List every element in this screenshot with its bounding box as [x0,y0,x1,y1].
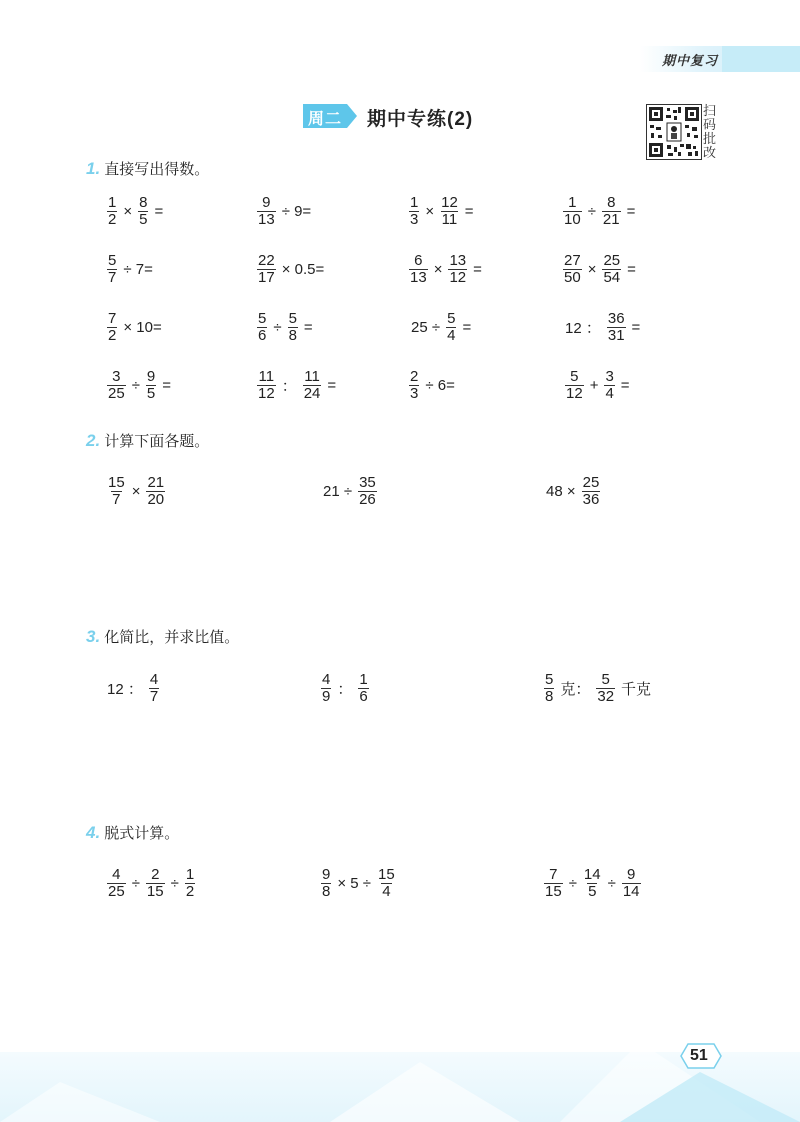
numerator: 22 [258,252,275,269]
denominator: 15 [545,883,562,900]
operator-text: = [327,377,337,394]
numerator: 1 [410,194,419,211]
numerator: 25 [582,474,600,491]
denominator: 32 [597,688,615,705]
denominator: 4 [382,883,391,900]
fraction [409,253,428,286]
fraction [602,253,621,286]
fraction [146,475,165,508]
numerator: 5 [258,310,267,327]
s1-problem [406,195,477,228]
fraction [409,369,419,402]
s1-problem [560,195,638,228]
fraction [563,253,582,286]
section-title: 脱式计算。 [104,825,180,842]
numerator: 1 [568,194,577,211]
s2-problem [543,475,603,508]
s4-problem [541,867,644,900]
fraction [563,195,582,228]
section-title: 计算下面各题。 [104,433,210,450]
operator-text: = [620,377,630,394]
operator-text: 12 ： [107,681,143,698]
numerator: 1 [185,866,195,883]
numerator: 5 [288,310,297,327]
numerator: 4 [149,671,159,688]
fraction [544,867,563,900]
fraction [107,867,126,900]
numerator: 5 [545,671,554,688]
fraction [146,369,156,402]
s1-problem [254,311,316,344]
denominator: 8 [545,688,554,705]
qr-code[interactable] [646,104,702,160]
numerator: 25 [603,252,621,269]
fraction [582,475,601,508]
week-badge-label: 周二 [308,111,343,128]
denominator: 54 [603,269,621,286]
denominator: 2 [185,883,195,900]
operator-text: ÷ 9= [281,203,312,220]
fraction [146,867,165,900]
numerator: 9 [627,866,636,883]
qr-caption-char: 扫 [703,103,717,118]
operator-text: ÷ [170,875,179,892]
numerator: 9 [146,368,156,385]
operator-text: ÷ [587,203,596,220]
denominator: 9 [322,688,331,705]
denominator: 26 [359,491,376,508]
operator-text: = [626,203,636,220]
numerator: 4 [112,866,121,883]
s1-problem [254,369,339,402]
operator-text: 48 × [546,483,576,500]
operator-text: ÷ [131,875,140,892]
fraction [448,253,467,286]
fraction [107,475,126,508]
operator-text: × [131,483,141,500]
denominator: 6 [258,327,267,344]
operator-text: × [123,203,133,220]
s3-problem [541,672,654,705]
header-band-accent [722,46,800,72]
fraction [257,195,276,228]
s1-problem [562,311,643,344]
fraction [138,195,148,228]
numerator: 8 [139,194,148,211]
numerator: 11 [304,368,320,385]
numerator: 9 [322,866,331,883]
denominator: 17 [258,269,275,286]
s2-problem [320,475,380,508]
operator-text: × 5 ÷ [337,875,372,892]
operator-text: = [473,261,482,278]
section-number: 4. [86,823,101,842]
operator-text: ÷ [607,875,616,892]
numerator: 1 [108,194,117,211]
operator-text: 12 ： [565,320,601,337]
denominator: 3 [410,385,419,402]
operator-text: × [425,203,435,220]
fraction [409,195,419,228]
denominator: 11 [441,211,458,228]
fraction [565,369,584,402]
denominator: 25 [108,883,125,900]
denominator: 4 [447,327,456,344]
operator-text: × [433,261,443,278]
denominator: 8 [322,883,331,900]
fraction [107,369,126,402]
operator-text: × [587,261,597,278]
operator-text: ： [337,681,353,698]
denominator: 6 [359,688,368,705]
operator-text: + [589,377,599,394]
section-4-heading [86,822,179,843]
denominator: 24 [303,385,321,402]
operator-text: = [162,377,172,394]
operator-text: ÷ [273,319,282,336]
denominator: 8 [288,327,297,344]
operator-text: = [464,203,474,220]
denominator: 13 [410,269,427,286]
s3-problem [104,672,162,705]
numerator: 15 [378,866,395,883]
numerator: 6 [414,252,423,269]
operator-text: = [462,319,472,336]
numerator: 14 [583,866,601,883]
section-number: 2. [86,431,101,450]
numerator: 9 [262,194,271,211]
fraction [446,311,456,344]
qr-caption [703,104,717,160]
fraction [321,672,331,705]
page-number: 51 [690,1047,708,1064]
s1-problem [104,195,166,228]
denominator: 2 [108,211,117,228]
qr-caption-char: 码 [703,117,717,132]
qr-caption-char: 批 [703,131,717,146]
page-title: 期中专练(2) [367,109,474,130]
section-title: 直接写出得数。 [104,161,210,178]
fraction [440,195,459,228]
operator-text: = [303,319,313,336]
numerator: 5 [570,368,579,385]
fraction [622,867,641,900]
s1-problem [406,369,458,402]
operator-text: 25 ÷ [411,319,441,336]
denominator: 5 [146,385,156,402]
denominator: 12 [566,385,583,402]
fraction [107,253,117,286]
numerator: 2 [410,368,419,385]
fraction [321,867,331,900]
numerator: 7 [108,310,117,327]
fraction [358,475,377,508]
denominator: 50 [564,269,581,286]
fraction [604,369,614,402]
fraction [257,253,276,286]
numerator: 35 [359,474,376,491]
s1-problem [254,195,314,228]
fraction [602,195,621,228]
fraction [107,311,117,344]
numerator: 5 [108,252,117,269]
s2-problem [104,475,168,508]
s1-problem [254,253,327,286]
numerator: 7 [549,866,558,883]
denominator: 5 [139,211,148,228]
qr-caption-char: 改 [703,145,717,160]
operator-text: = [154,203,164,220]
denominator: 4 [605,385,614,402]
denominator: 2 [108,327,117,344]
denominator: 7 [112,491,121,508]
fraction [358,672,368,705]
denominator: 25 [108,385,125,402]
section-title: 化简比，并求比值。 [104,629,240,646]
fraction [185,867,195,900]
s4-problem [104,867,198,900]
numerator: 8 [607,194,616,211]
fraction [583,867,602,900]
operator-text: 克： [560,681,591,698]
denominator: 20 [147,491,165,508]
fraction [607,311,626,344]
fraction [544,672,554,705]
s1-problem [562,369,633,402]
denominator: 36 [582,491,600,508]
denominator: 14 [622,883,640,900]
operator-text: ÷ [131,377,140,394]
denominator: 21 [602,211,620,228]
section-number: 1. [86,159,101,178]
denominator: 13 [258,211,275,228]
header-section-label: 期中复习 [662,53,719,68]
fraction [149,672,159,705]
section-3-heading [86,626,239,647]
s1-problem [104,369,174,402]
numerator: 2 [151,866,160,883]
s1-problem [408,311,474,344]
numerator: 5 [601,671,610,688]
numerator: 1 [359,671,368,688]
operator-text: ÷ [568,875,577,892]
fraction [303,369,322,402]
s4-problem [318,867,399,900]
fraction [377,867,396,900]
fraction [288,311,298,344]
numerator: 5 [447,310,456,327]
operator-text: 21 ÷ [323,483,353,500]
operator-text: × 0.5= [281,261,325,278]
denominator: 31 [607,327,625,344]
fraction [107,195,117,228]
denominator: 12 [449,269,467,286]
numerator: 36 [607,310,625,327]
s1-problem [104,253,156,286]
numerator: 12 [441,194,458,211]
numerator: 3 [605,368,614,385]
denominator: 7 [149,688,159,705]
denominator: 5 [588,883,597,900]
denominator: 7 [108,269,117,286]
numerator: 27 [564,252,581,269]
numerator: 13 [449,252,467,269]
operator-text: = [627,261,636,278]
fraction [257,369,276,402]
section-number: 3. [86,627,101,646]
denominator: 12 [258,385,275,402]
s1-problem [560,253,639,286]
s3-problem [318,672,372,705]
operator-text: ： [281,378,297,395]
operator-text: = [631,319,641,336]
denominator: 15 [146,883,164,900]
denominator: 3 [410,211,419,228]
operator-text: ÷ 7= [123,261,153,278]
numerator: 11 [258,368,275,385]
numerator: 21 [147,474,165,491]
section-2-heading [86,430,209,451]
s1-problem [406,253,485,286]
denominator: 10 [564,211,581,228]
fraction [596,672,615,705]
fraction [257,311,267,344]
numerator: 4 [322,671,331,688]
section-1-heading [86,158,209,179]
operator-text: ÷ 6= [425,377,455,394]
s1-problem [104,311,165,344]
numerator: 15 [108,474,125,491]
numerator: 3 [112,368,121,385]
operator-text: × 10= [123,319,162,336]
operator-text: 千克 [621,681,652,698]
